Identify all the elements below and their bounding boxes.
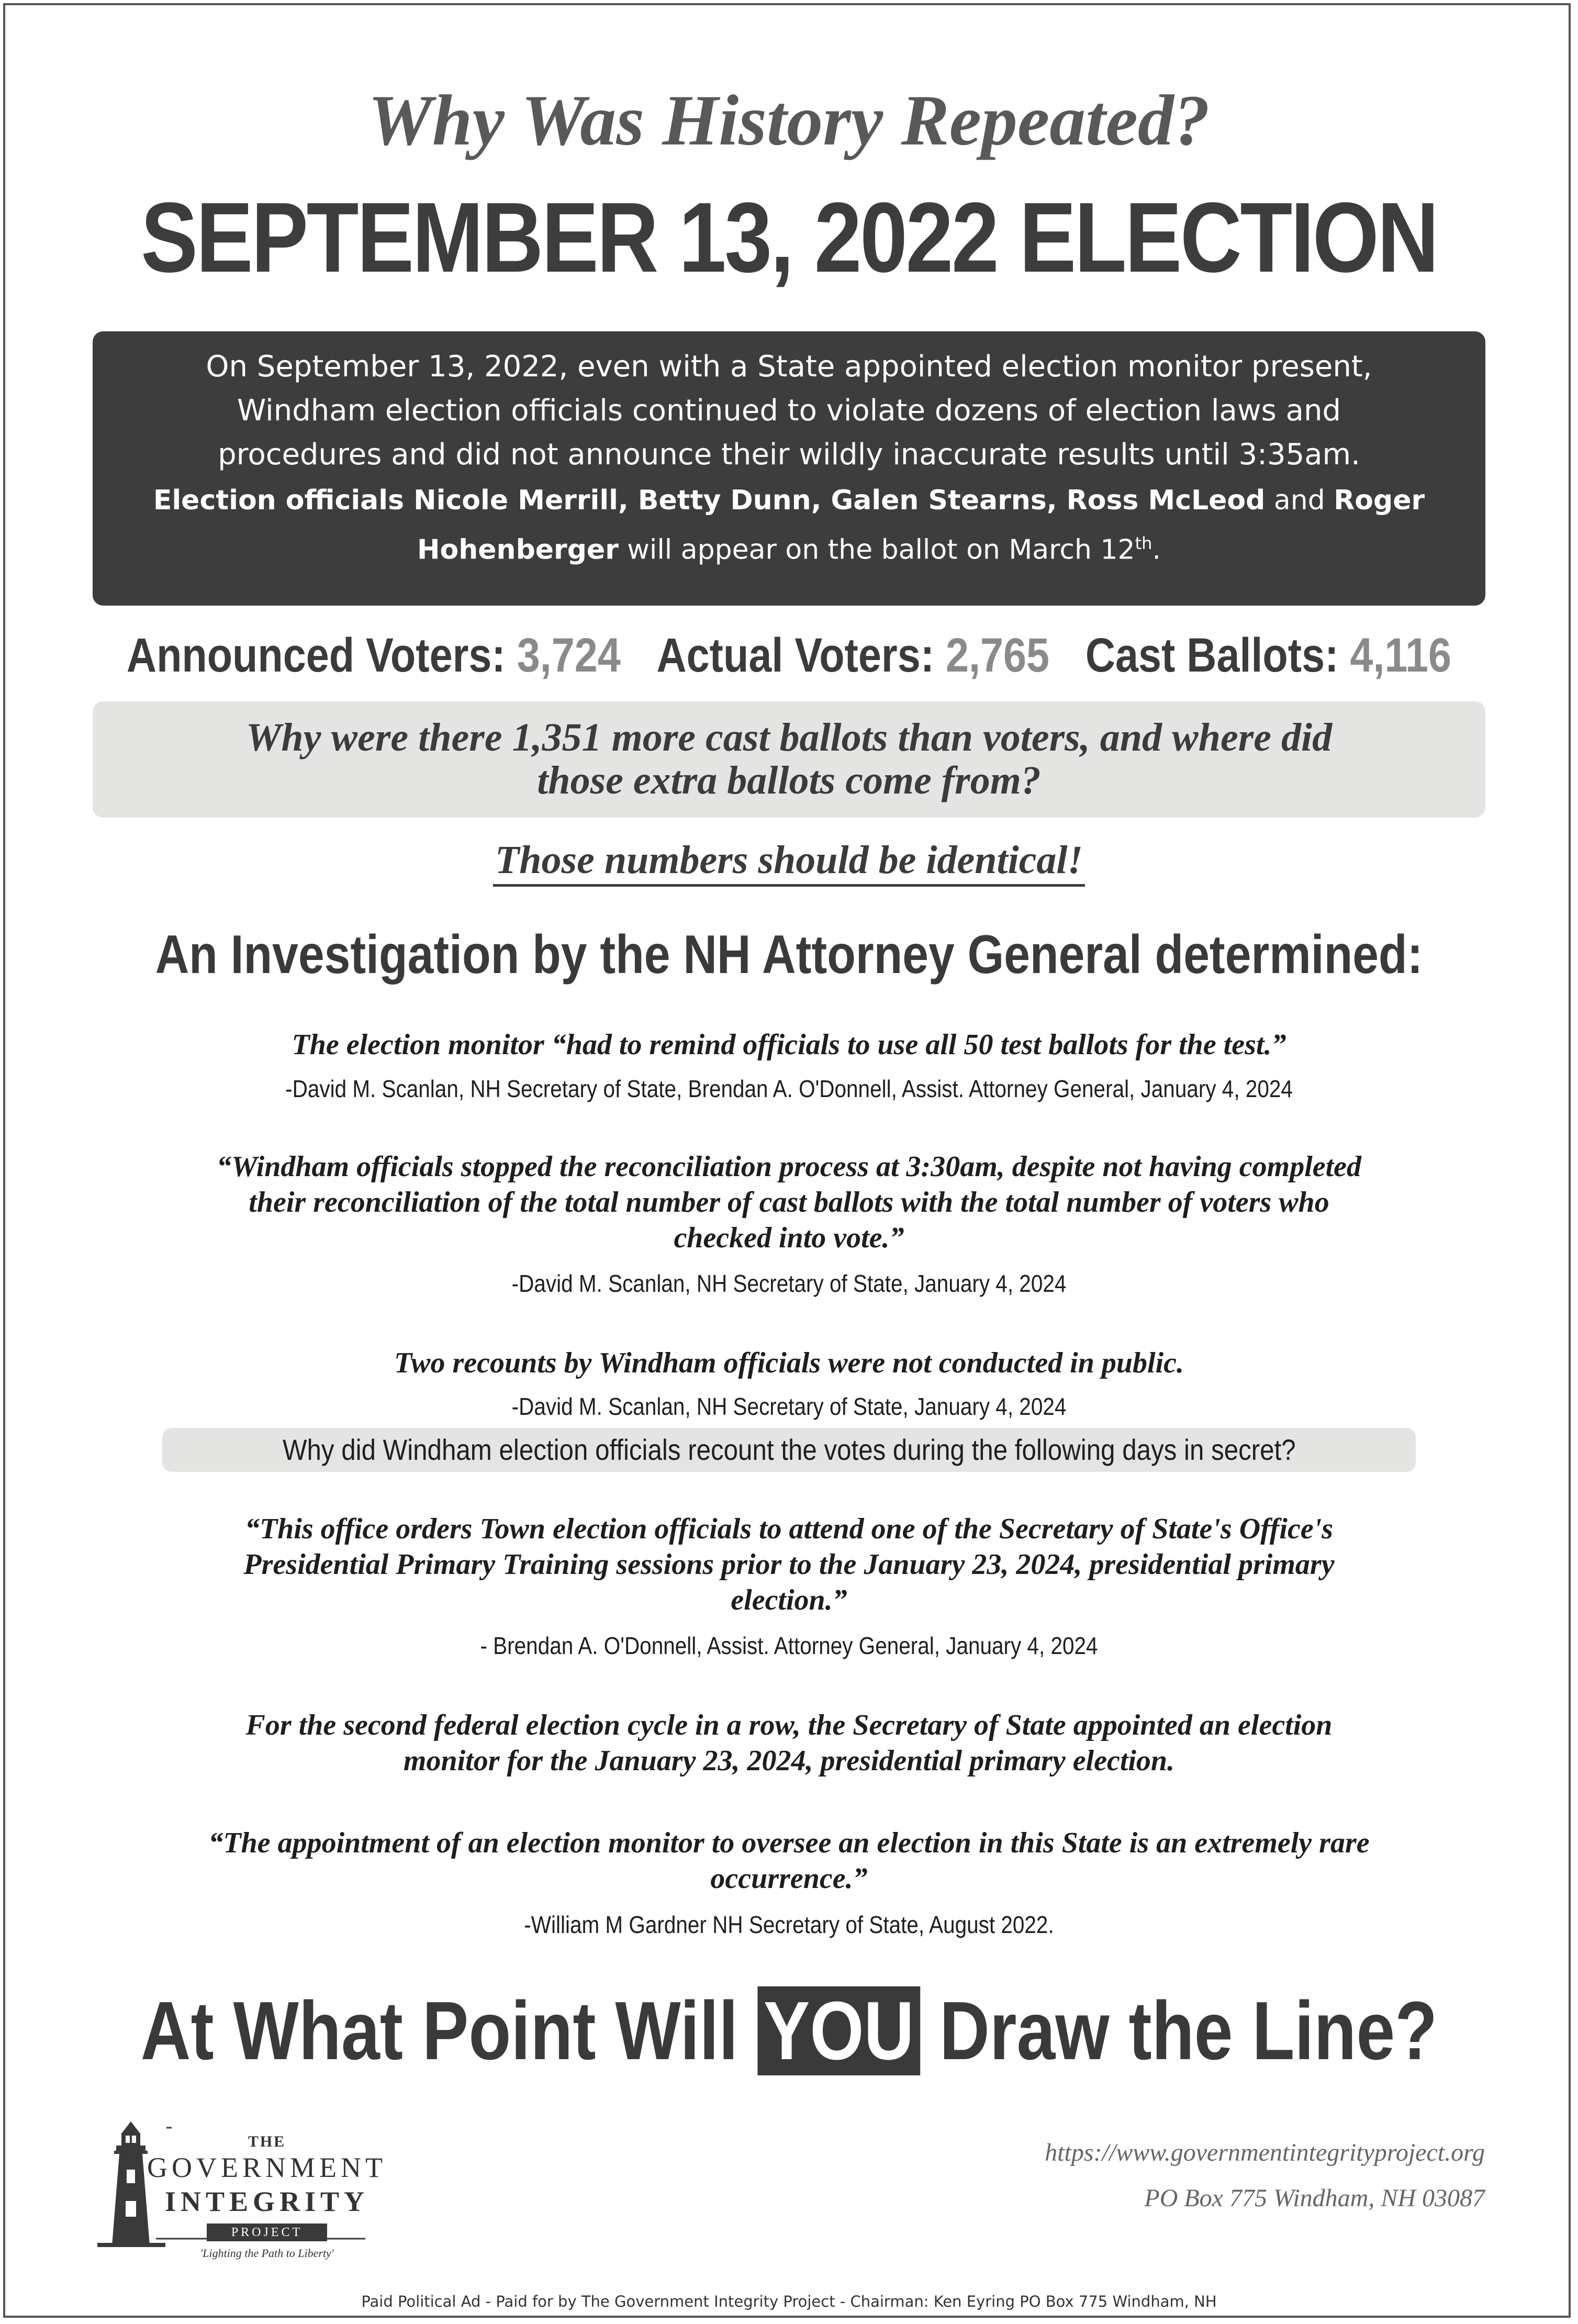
cta-before: At What Point Will — [140, 1985, 738, 2077]
question-line-2: those extra ballots come from? — [537, 758, 1041, 802]
secret-recount-question — [162, 1428, 1416, 1472]
finding-2-quote — [0, 1149, 1578, 1256]
finding-6-attribution: -William M Gardner NH Secretary of State, August 2022. — [524, 1911, 1054, 1938]
summary-line-2: Windham election officials continued to violate dozens of election laws and — [237, 394, 1341, 428]
actual-voters-value: 2,765 — [946, 629, 1050, 682]
logo-government: GOVERNMENT — [147, 2152, 387, 2183]
officials-end: . — [1152, 534, 1161, 566]
website-url[interactable]: https://www.governmentintegrityproject.org — [1045, 2139, 1485, 2166]
officials-sup: th — [1135, 533, 1152, 553]
finding-3-attribution: -David M. Scanlan, NH Secretary of State, January 4, 2024 — [511, 1393, 1067, 1420]
finding-1-quote: The election monitor “had to remind officials to use all 50 test ballots for the test.” — [292, 1029, 1286, 1061]
question-box — [93, 701, 1485, 818]
summary-line-1: On September 13, 2022, even with a State appointed election monitor present, — [206, 350, 1372, 384]
officials-names-a: Nicole Merrill, Betty Dunn, Galen Stearns, Ross McLeod — [413, 485, 1266, 516]
investigation-heading: An Investigation by the NH Attorney General determined: — [155, 924, 1423, 985]
finding-4-line-3: election.” — [731, 1584, 847, 1616]
paid-ad-disclaimer: Paid Political Ad - Paid for by The Government Integrity Project - Chairman: Ken Eyring PO Box 775 Windham, NH — [361, 2293, 1217, 2310]
page-subtitle: Why Was History Repeated? — [368, 80, 1210, 160]
officials-prefix: Election officials — [153, 485, 414, 516]
finding-4-line-2: Presidential Primary Training sessions prior to the January 23, 2024, presidential primary — [243, 1548, 1335, 1581]
page-title: SEPTEMBER 13, 2022 ELECTION — [141, 182, 1437, 293]
finding-6-quote — [0, 1825, 1578, 1896]
finding-2-line-1: “Windham officials stopped the reconciliation process at 3:30am, despite not having completed — [216, 1150, 1362, 1183]
secret-recount-text: Why did Windham election officials recount the votes during the following days in secret? — [282, 1433, 1296, 1466]
logo-tagline: 'Lighting the Path to Liberty' — [200, 2247, 334, 2260]
officials-statement — [93, 479, 1485, 571]
summary-box — [93, 331, 1485, 606]
finding-4-line-1: “This office orders Town election officials to attend one of the Secretary of State's Office's — [244, 1513, 1334, 1545]
mailing-address: PO Box 775 Windham, NH 03087 — [1144, 2184, 1485, 2212]
finding-2-line-3: checked into vote.” — [674, 1222, 904, 1254]
logo-project: PROJECT — [207, 2224, 327, 2241]
officials-names-b-last: Hohenberger — [417, 534, 619, 566]
officials-and: and — [1265, 485, 1334, 516]
call-to-action — [126, 1984, 1452, 2079]
finding-2-line-2: their reconciliation of the total number of cast ballots with the total number of voters who — [249, 1186, 1329, 1219]
logo-the: THE — [248, 2133, 286, 2150]
announced-voters-value: 3,724 — [517, 629, 621, 682]
officials-names-b-first: Roger — [1334, 485, 1425, 516]
cta-after: Draw the Line? — [939, 1985, 1438, 2077]
vote-stats — [110, 628, 1468, 683]
actual-voters-label: Actual Voters: — [656, 629, 946, 682]
identical-statement — [0, 837, 1578, 883]
finding-3-quote: Two recounts by Windham officials were not conducted in public. — [394, 1347, 1184, 1379]
cta-highlight: YOU — [757, 1986, 920, 2075]
finding-6-line-1: “The appointment of an election monitor to oversee an election in this State is an extremely rare — [208, 1827, 1370, 1859]
logo-integrity: INTEGRITY — [164, 2186, 370, 2217]
finding-1-attribution: -David M. Scanlan, NH Secretary of State, Brendan A. O'Donnell, Assist. Attorney General, January 4, 2024 — [285, 1075, 1293, 1102]
finding-2-attribution: -David M. Scanlan, NH Secretary of State, January 4, 2024 — [511, 1270, 1067, 1297]
finding-6-line-2: occurrence.” — [710, 1862, 868, 1895]
finding-5-line-2: monitor for the January 23, 2024, presidential primary election. — [403, 1745, 1175, 1777]
announced-voters-label: Announced Voters: — [126, 629, 517, 682]
officials-suffix: will appear on the ballot on March 12 — [618, 534, 1135, 566]
cast-ballots-label: Cast Ballots: — [1085, 629, 1350, 682]
finding-4-quote — [0, 1511, 1578, 1618]
cast-ballots-value: 4,116 — [1350, 629, 1452, 682]
finding-5-quote — [0, 1707, 1578, 1779]
finding-4-attribution: - Brendan A. O'Donnell, Assist. Attorney General, January 4, 2024 — [480, 1632, 1098, 1659]
summary-line-3: procedures and did not announce their wildly inaccurate results until 3:35am. — [218, 438, 1360, 472]
finding-5-line-1: For the second federal election cycle in a row, the Secretary of State appointed an election — [245, 1709, 1333, 1741]
question-line-1: Why were there 1,351 more cast ballots than voters, and where did — [245, 716, 1333, 759]
identical-text: Those numbers should be identical! — [493, 838, 1085, 887]
